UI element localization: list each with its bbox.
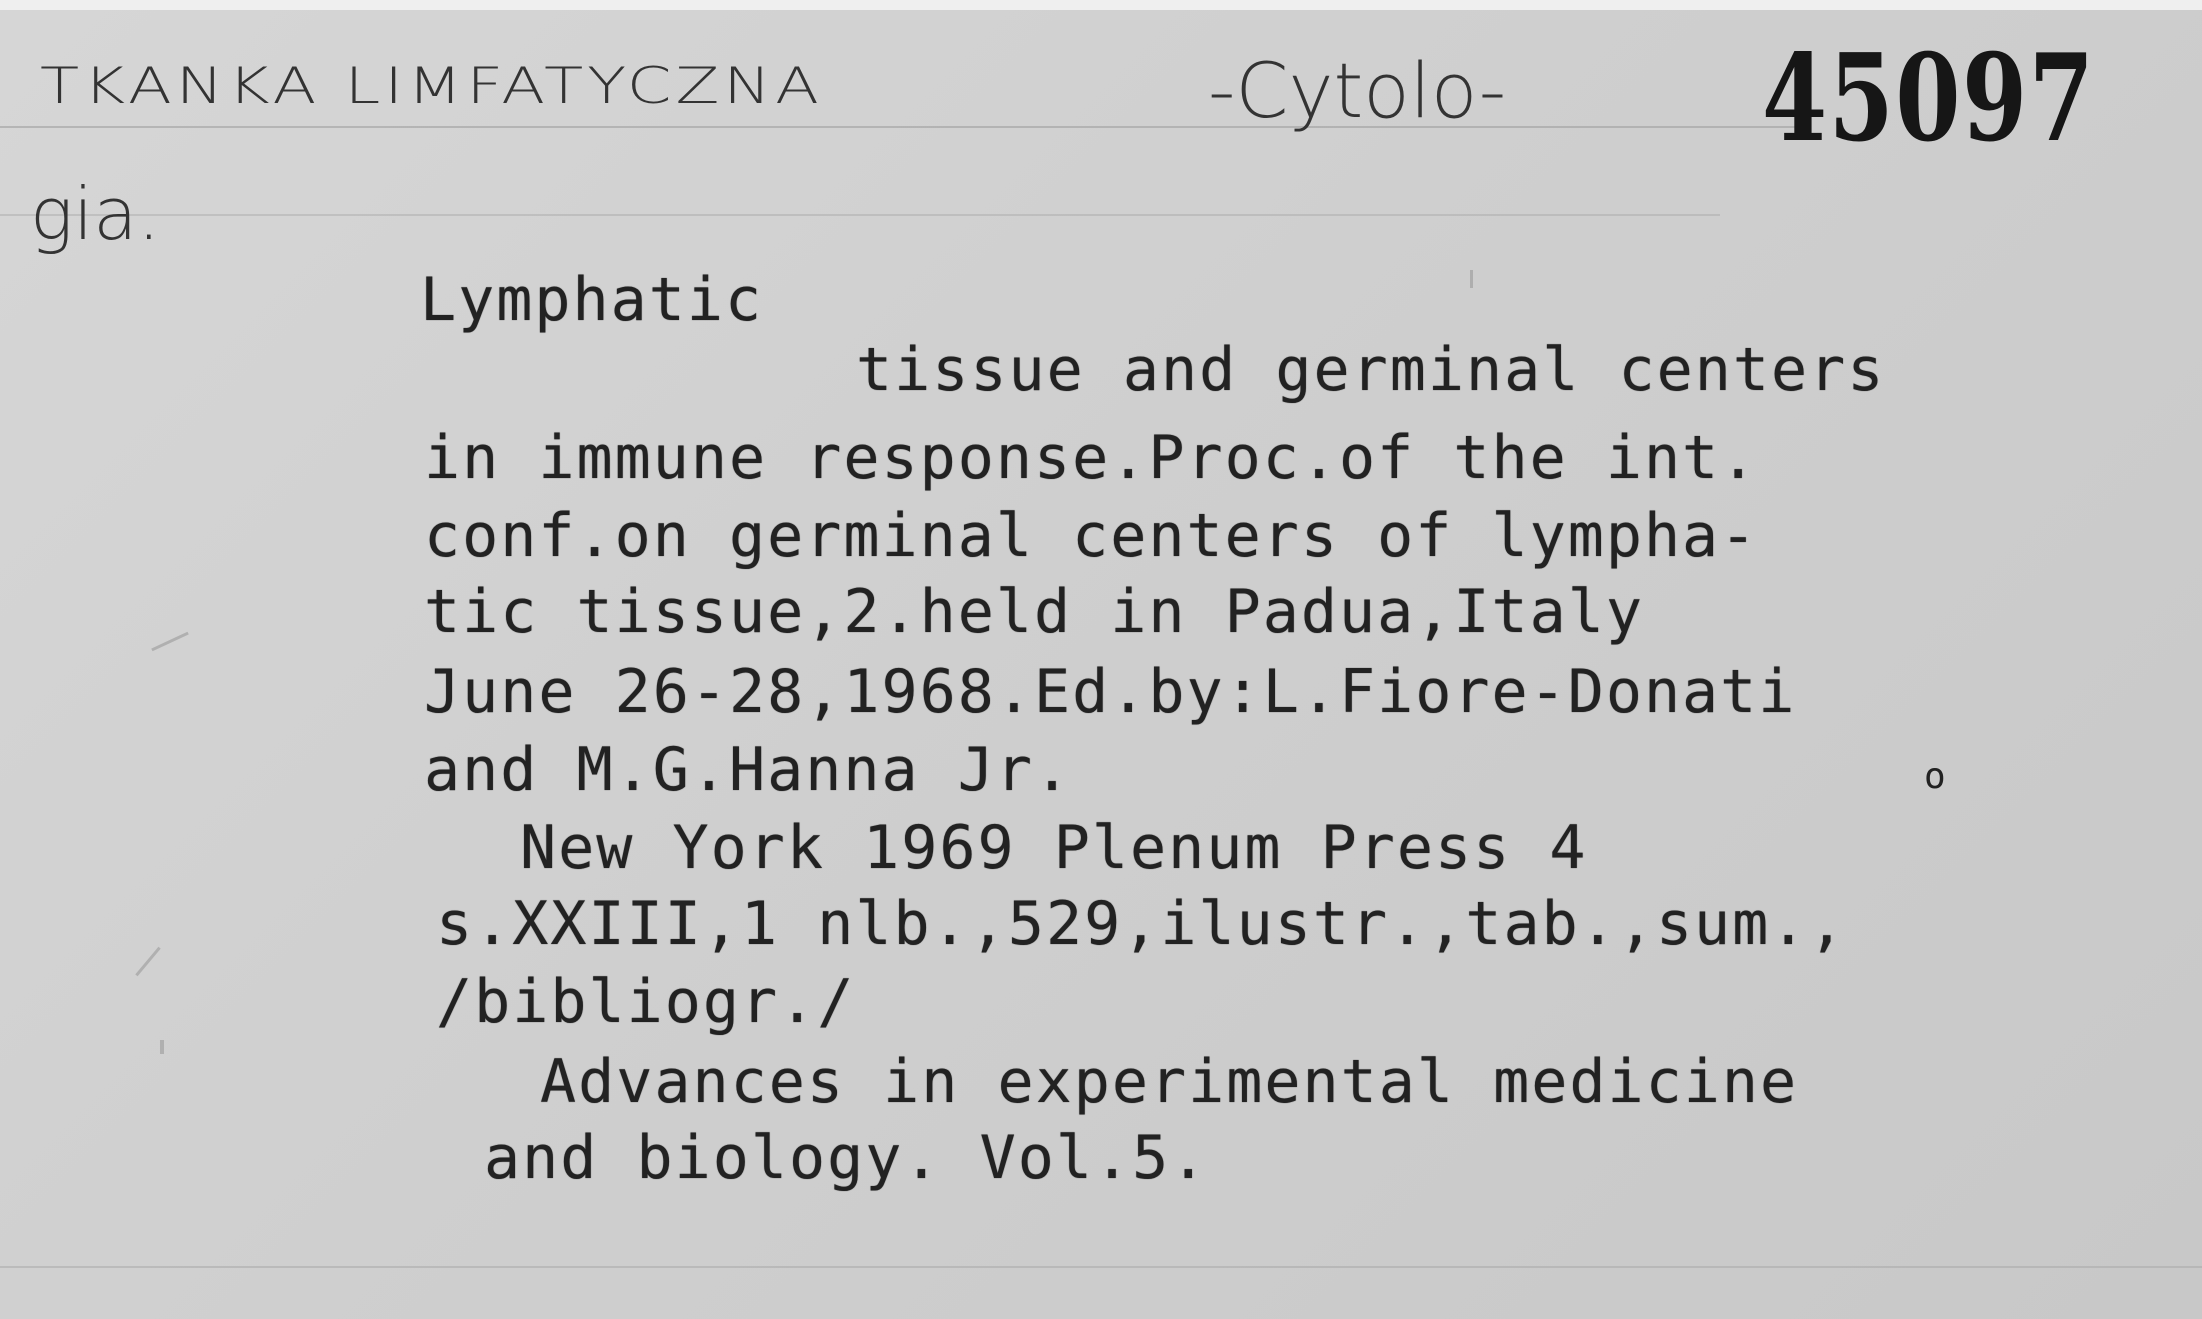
- entry-series-line: Advances in experimental medicine: [540, 1047, 1799, 1117]
- paper-speck: [135, 947, 160, 977]
- card-ruled-line: [0, 214, 1720, 216]
- entry-imprint-line: New York 1969 Plenum Press 4: [520, 813, 1588, 883]
- entry-line: tissue and germinal centers: [856, 335, 1886, 405]
- entry-line: June 26-28,1968.Ed.by:L.Fiore-Donati: [424, 657, 1797, 727]
- paper-speck: [1470, 270, 1473, 288]
- entry-title-start: Lymphatic: [420, 265, 764, 335]
- entry-line: and M.G.Hanna Jr.: [424, 735, 1073, 805]
- card-number: 45097: [1762, 28, 2096, 169]
- subject-heading: TKANKA LIMFATYCZNA: [40, 58, 823, 116]
- subject-subheading: -Cytolo-: [1208, 46, 1507, 135]
- card-top-edge: [0, 0, 2202, 10]
- paper-speck: [160, 1040, 164, 1054]
- entry-series-line: and biology. Vol.5.: [484, 1123, 1209, 1193]
- entry-collation-line: s.XXIII,1 nlb.,529,ilustr.,tab.,sum.,: [436, 889, 1847, 959]
- entry-line: conf.on germinal centers of lympha-: [424, 501, 1759, 571]
- entry-line: in immune response.Proc.of the int.: [424, 423, 1759, 493]
- entry-notes-line: /bibliogr./: [436, 967, 856, 1037]
- format-degree-mark: o: [1924, 756, 1946, 797]
- paper-speck: [151, 632, 189, 652]
- entry-line: tic tissue,2.held in Padua,Italy: [424, 577, 1644, 647]
- card-ruled-line: [0, 126, 1800, 128]
- card-ruled-line: [0, 1266, 2202, 1268]
- subject-subheading-continued: gia.: [30, 172, 161, 256]
